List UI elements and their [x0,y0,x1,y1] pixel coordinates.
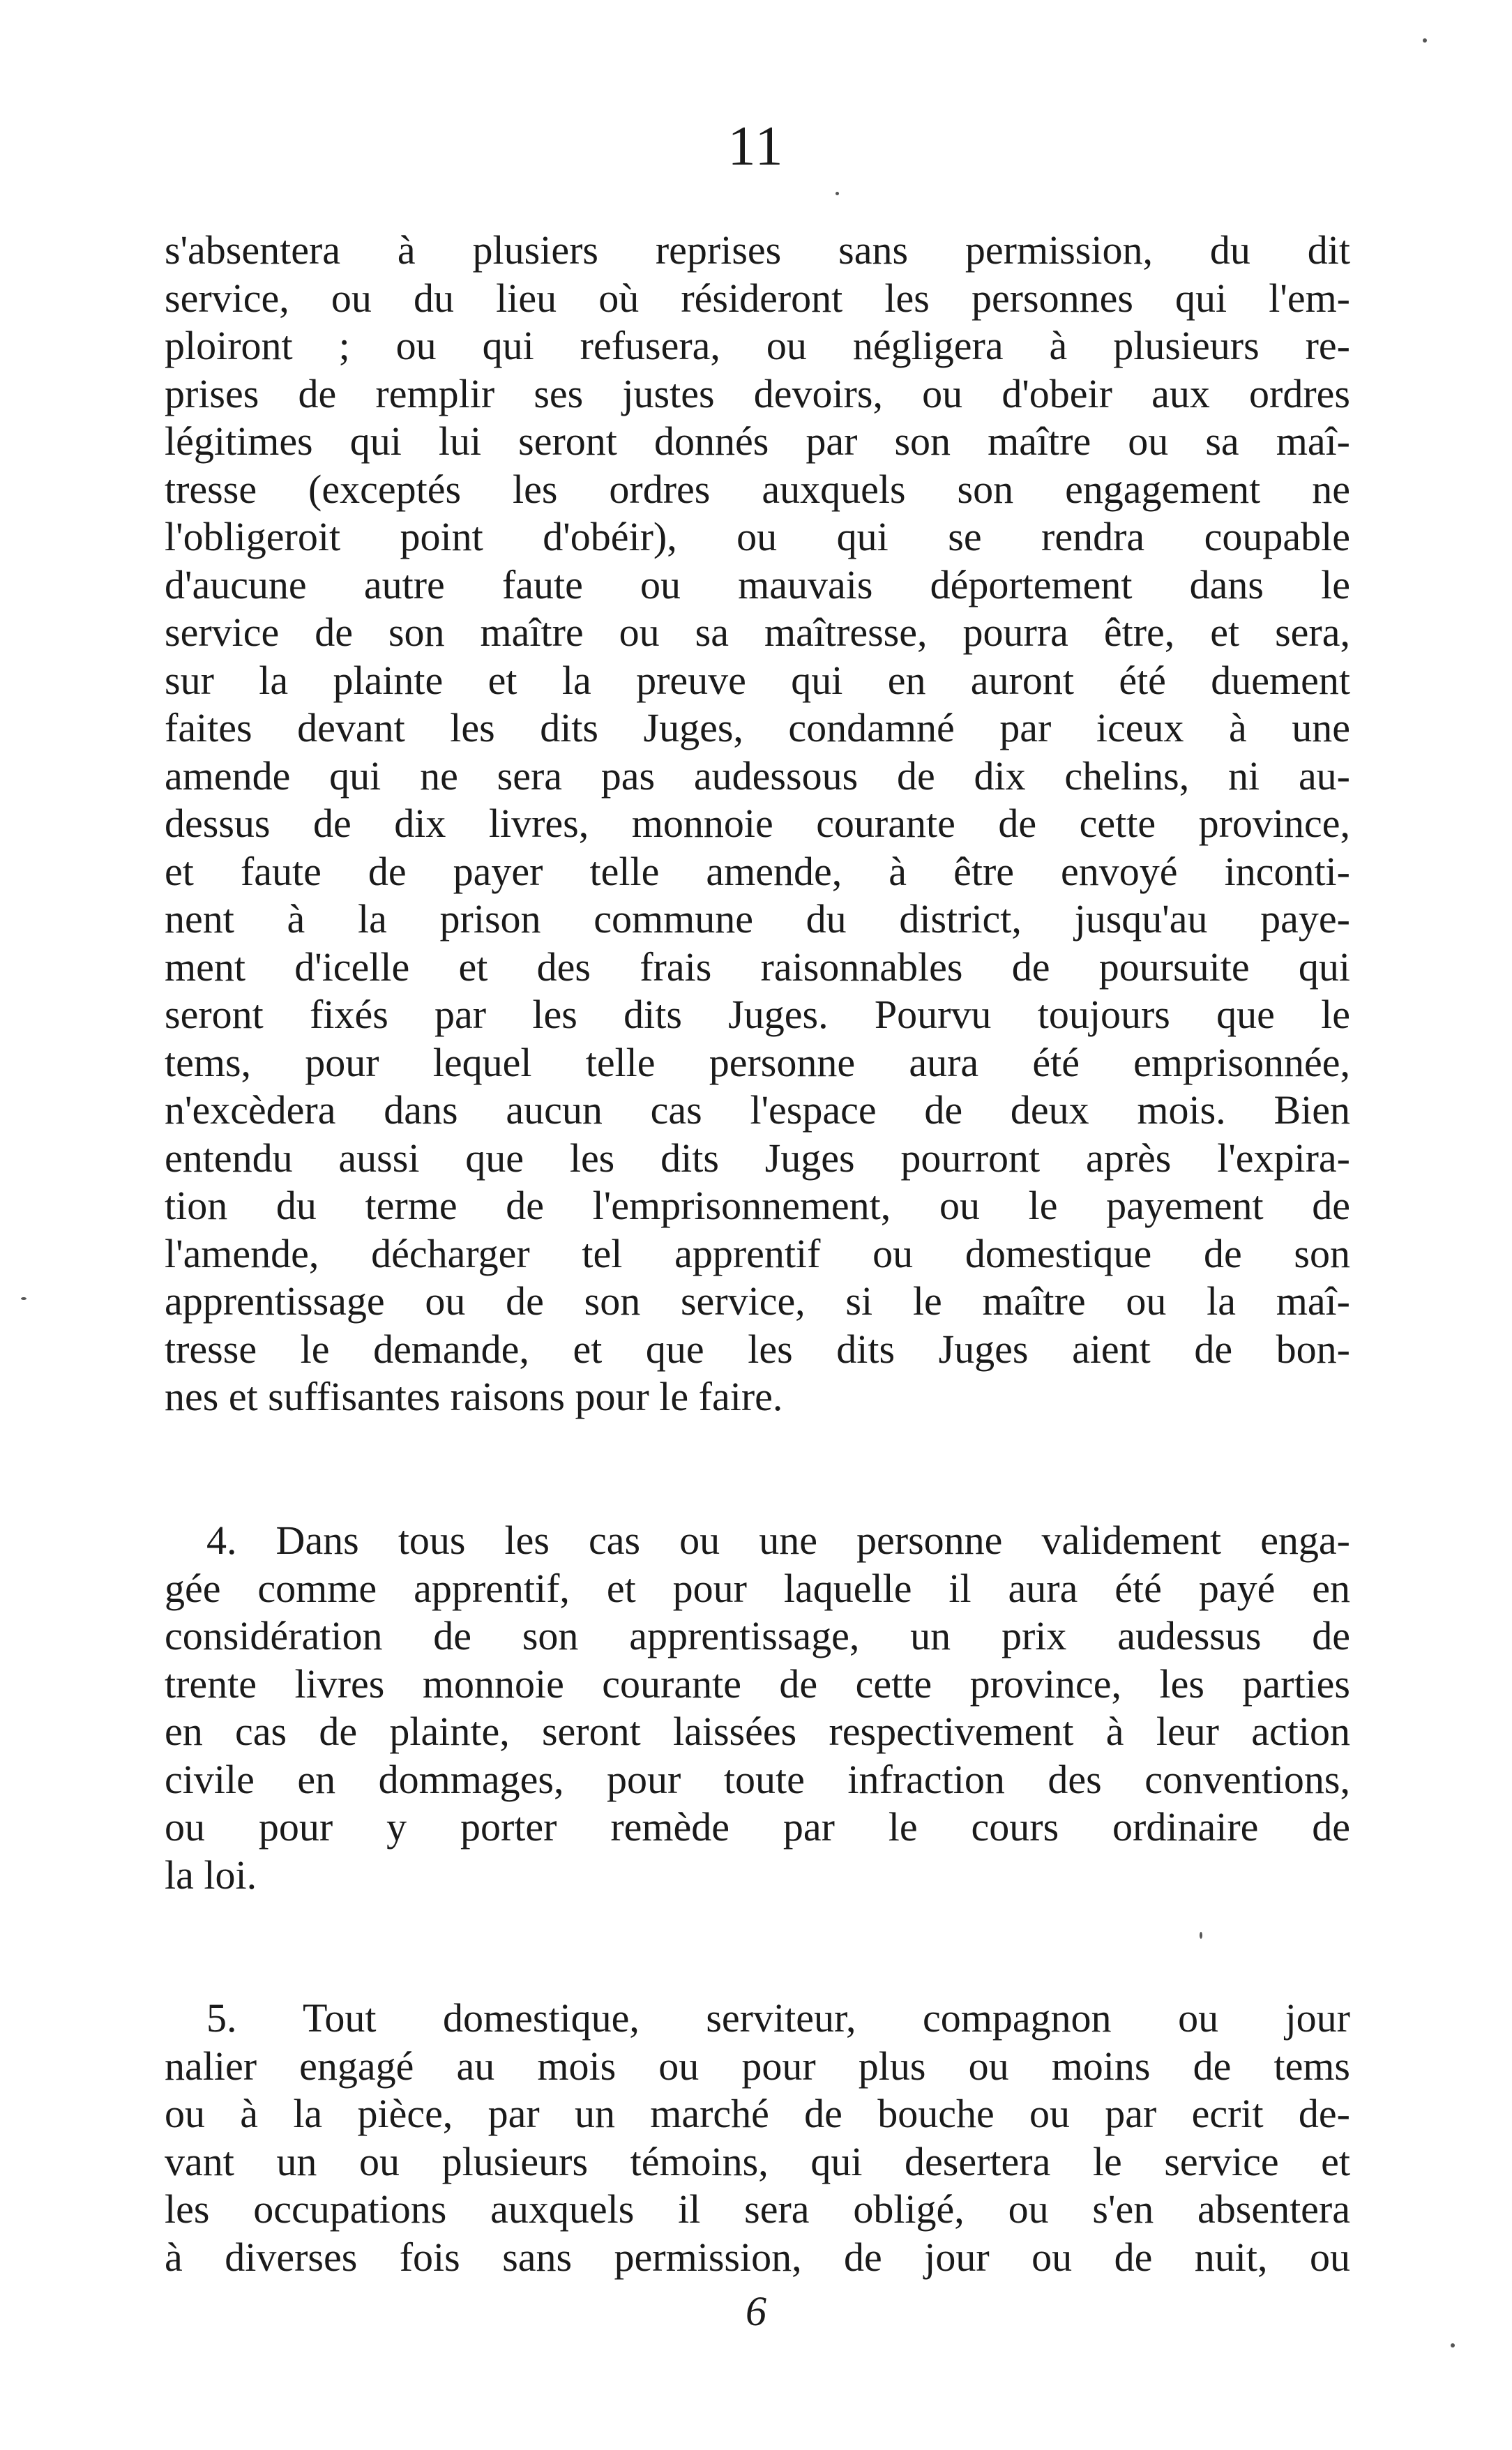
article-4 [165,1517,1350,1899]
text-line: tresse le demande, et que les dits Juges aient de bon- [165,1326,1350,1372]
text-line: n'excèdera dans aucun cas l'espace de deux mois. Bien [165,1087,1350,1133]
text-line: en cas de plainte, seront laissées respectivement à leur action [165,1709,1350,1754]
print-speck [1451,2343,1455,2347]
text-line: entendu aussi que les dits Juges pourront après l'expira- [165,1135,1350,1181]
print-speck [1200,1932,1202,1939]
text-line: l'amende, décharger tel apprentif ou domestique de son [165,1230,1350,1276]
page-number: 11 [727,116,785,177]
text-line: gée comme apprentif, et pour laquelle il aura été payé en [165,1565,1350,1611]
text-line: tresse (exceptés les ordres auxquels son engagement ne [165,466,1350,512]
print-speck [21,1297,27,1300]
text-line: tion du terme de l'emprisonnement, ou le payement de [165,1183,1350,1228]
text-line: civile en dommages, pour toute infraction des conventions, [165,1756,1350,1802]
text-line: service de son maître ou sa maîtresse, pourra être, et sera, [165,610,1350,655]
text-line: ou à la pièce, par un marché de bouche ou par ecrit de- [165,2091,1350,2136]
text-line: 4. Dans tous les cas ou une personne validement enga- [206,1518,1350,1563]
text-line: nent à la prison commune du district, jusqu'au paye- [165,896,1350,942]
text-line: considération de son apprentissage, un prix audessus de [165,1613,1350,1658]
text-line: l'obligeroit point d'obéir), ou qui se rendra coupable [165,514,1350,559]
paragraph-continuation [165,227,1350,1421]
text-line: amende qui ne sera pas audessous de dix chelins, ni au- [165,753,1350,799]
signature-mark: 6 [746,2288,766,2334]
text-line: ploiront ; ou qui refusera, ou négligera à plusieurs re- [165,323,1350,368]
print-speck [836,192,839,195]
text-line: les occupations auxquels il sera obligé, ou s'en absentera [165,2186,1350,2232]
text-line: la loi. [165,1852,257,1898]
text-line: ou pour y porter remède par le cours ordinaire de [165,1804,1350,1850]
text-line: dessus de dix livres, monnoie courante de cette province, [165,801,1350,846]
text-line: nalier engagé au mois ou pour plus ou moins de tems [165,2043,1350,2089]
text-line: trente livres monnoie courante de cette province, les parties [165,1661,1350,1707]
text-line: s'absentera à plusiers reprises sans permission, du dit [165,227,1350,273]
text-line: d'aucune autre faute ou mauvais déportement dans le [165,561,1350,607]
text-line: seront fixés par les dits Juges. Pourvu toujours que le [165,992,1350,1037]
text-line: service, ou du lieu où résideront les personnes qui l'em- [165,275,1350,321]
article-5 [165,1995,1350,2281]
text-line: tems, pour lequel telle personne aura été emprisonnée, [165,1039,1350,1085]
text-line: ment d'icelle et des frais raisonnables de poursuite qui [165,944,1350,990]
text-line: à diverses fois sans permission, de jour ou de nuit, ou [165,2234,1350,2280]
print-speck [1423,38,1427,43]
text-line: vant un ou plusieurs témoins, qui desertera le service et [165,2138,1350,2184]
text-line: prises de remplir ses justes devoirs, ou d'obeir aux ordres [165,370,1350,416]
text-line: 5. Tout domestique, serviteur, compagnon ou jour [206,1995,1350,2041]
text-line: sur la plainte et la preuve qui en auront été duement [165,657,1350,703]
text-line: faites devant les dits Juges, condamné par iceux à une [165,705,1350,750]
text-line: apprentissage ou de son service, si le maître ou la maî- [165,1278,1350,1324]
text-line: et faute de payer telle amende, à être envoyé inconti- [165,848,1350,894]
text-line: nes et suffisantes raisons pour le faire. [165,1374,783,1419]
text-line: légitimes qui lui seront donnés par son maître ou sa maî- [165,418,1350,464]
